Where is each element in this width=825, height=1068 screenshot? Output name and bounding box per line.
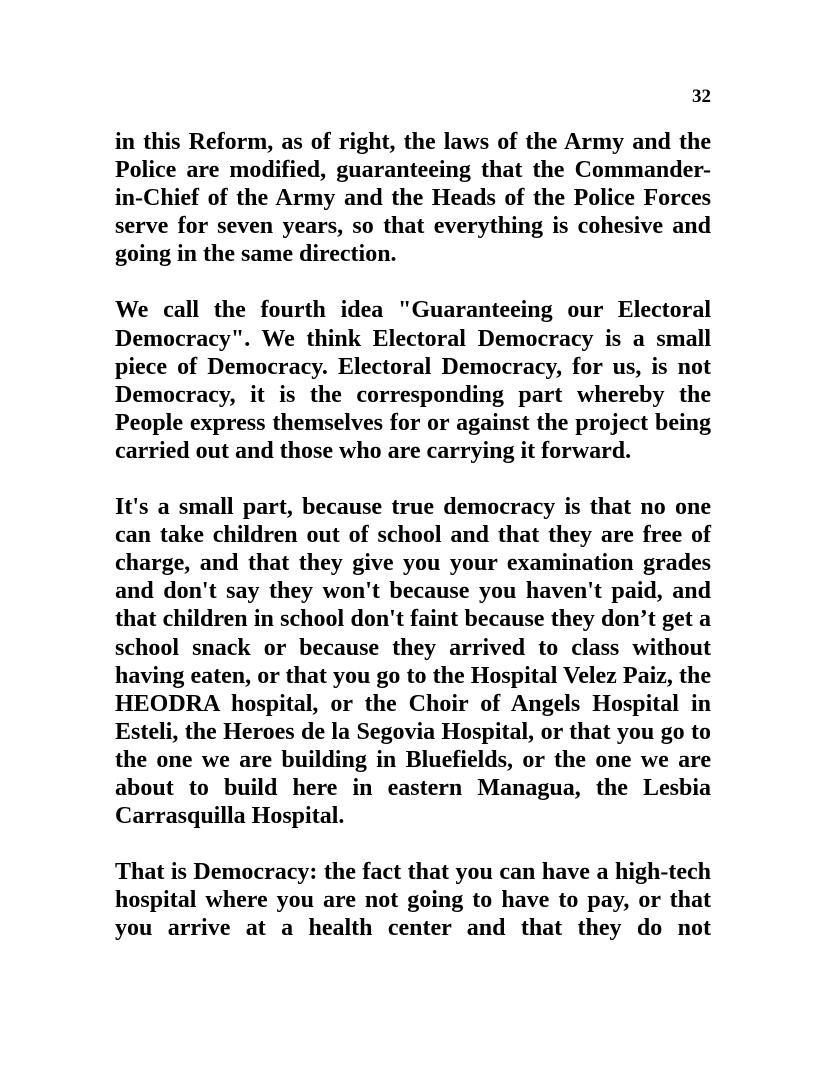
paragraph-army-police: in this Reform, as of right, the laws of the Army and the Police are modified, guaranteeing that the Commander-in-Chief of the Army and the Heads of the Police Forces serve for seven years, so that everything is cohesive and going in the same direction. bbox=[115, 129, 711, 268]
page-number: 32 bbox=[692, 86, 711, 107]
body-text bbox=[115, 128, 711, 942]
paragraph-that-is-democracy: That is Democracy: the fact that you can have a high-tech hospital where you are not going to have to pay, or that you arrive at a health center and that they do not bbox=[115, 859, 711, 942]
paragraph-electoral-democracy: We call the fourth idea "Guaranteeing our Electoral Democracy". We think Electoral Democracy is a small piece of Democracy. Electoral Democracy, for us, is not Democracy, it is the corresponding part whereby the People express themselves for or against the project being carried out and those who are carrying it forward. bbox=[115, 297, 711, 464]
paragraph-true-democracy: It's a small part, because true democracy is that no one can take children out of school and that they are free of charge, and that they give you your examination grades and don't say they won't because you haven't paid, and that children in school don't faint because they don’t get a school snack or because they arrived to class without having eaten, or that you go to the Hospital Velez Paiz, the HEODRA hospital, or the Choir of Angels Hospital in Esteli, the Heroes de la Segovia Hospital, or that you go to the one we are building in Bluefields, or the one we are about to build here in eastern Managua, the Lesbia Carrasquilla Hospital. bbox=[115, 494, 711, 830]
